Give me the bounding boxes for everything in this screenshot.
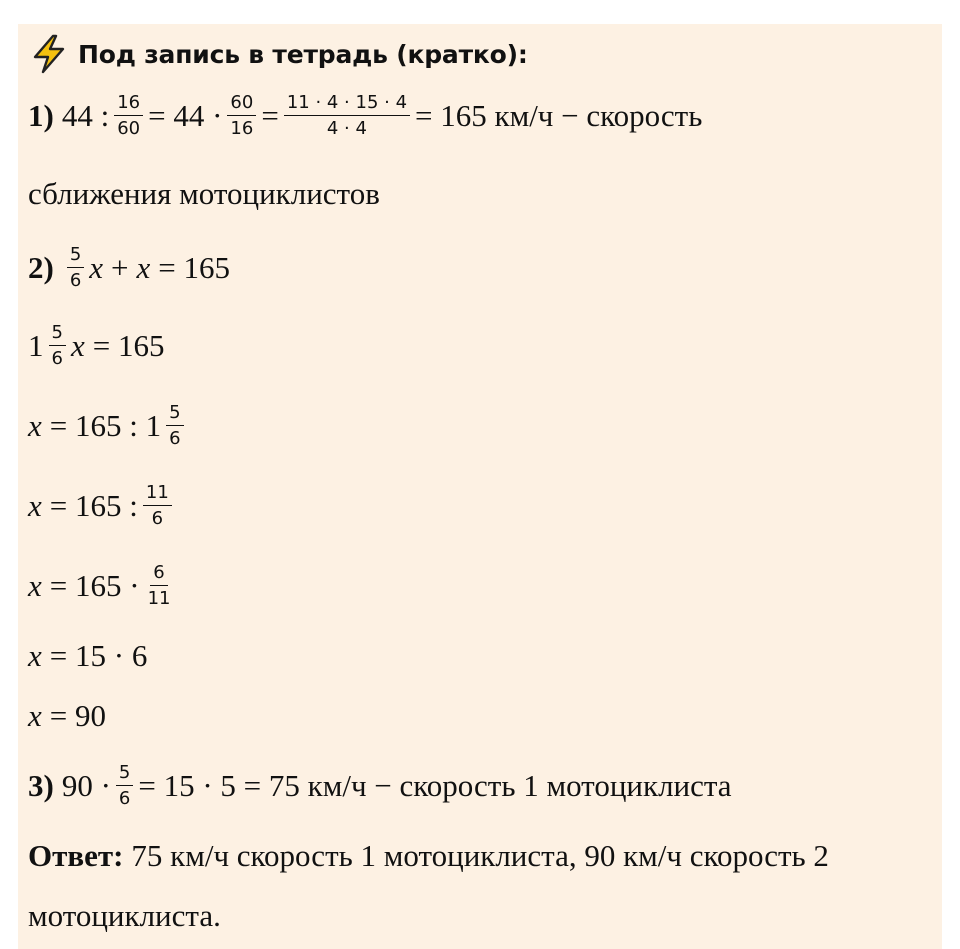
fraction-denominator: 6 [169, 428, 181, 449]
equation-line [28, 404, 189, 448]
variable: x [136, 250, 151, 285]
header [30, 32, 528, 76]
step-1-continuation [28, 176, 380, 212]
step-3-line [28, 764, 732, 808]
equation-line [28, 638, 147, 674]
fraction [114, 94, 143, 138]
whole-part: 1 [28, 328, 44, 363]
fraction [143, 484, 172, 528]
expr-text: = 165 [158, 250, 231, 285]
fraction-denominator: 6 [118, 788, 131, 809]
fraction-denominator: 11 [147, 588, 171, 609]
expr-text: = 44 · [148, 98, 223, 133]
solution-card [18, 24, 942, 949]
fraction-denominator: 6 [51, 348, 63, 369]
fraction [166, 404, 183, 448]
fraction-denominator: 16 [230, 118, 254, 139]
variable: x [70, 328, 85, 363]
step-number: 1) [28, 98, 54, 133]
fraction-denominator: 60 [117, 118, 141, 139]
page-title: Под запись в тетрадь (кратко): [78, 39, 528, 69]
fraction [49, 324, 66, 368]
fraction-numerator: 11 · 4 · 15 · 4 [284, 94, 410, 116]
fraction-numerator: 11 [143, 484, 172, 506]
answer-line [28, 838, 829, 874]
answer-text: мотоциклиста. [28, 898, 221, 933]
expr-text: = 90 [49, 698, 106, 733]
fraction-denominator: 6 [151, 508, 164, 529]
fraction-numerator: 5 [67, 246, 84, 268]
fraction [116, 764, 133, 808]
step-number: 2) [28, 250, 54, 285]
equation-line [28, 564, 178, 608]
expr-text: = 165 : [49, 488, 138, 523]
expr-text: = [261, 98, 279, 133]
fraction-denominator: 6 [69, 270, 82, 291]
equation-line [28, 484, 177, 528]
fraction [145, 564, 174, 608]
fraction-numerator: 16 [114, 94, 143, 116]
fraction-denominator: 4 · 4 [326, 118, 367, 139]
answer-label: Ответ: [28, 838, 124, 873]
fraction-numerator: 6 [150, 564, 167, 586]
answer-text: 75 км/ч скорость 1 мотоциклиста, 90 км/ч скорость 2 [131, 838, 829, 873]
equation-line [28, 698, 106, 734]
expr-text: = 165 : 1 [49, 408, 162, 443]
answer-continuation [28, 898, 221, 934]
variable: x [28, 568, 42, 603]
fraction-numerator: 5 [49, 324, 66, 346]
lightning-icon [30, 34, 68, 74]
expr-text: = 165 · [49, 568, 140, 603]
expr-text: = 15 · 5 = 75 км/ч − скорость 1 мотоциклиста [138, 768, 732, 803]
fraction [67, 246, 84, 290]
text-line: сближения мотоциклистов [28, 176, 380, 211]
variable: x [89, 250, 104, 285]
variable: x [28, 638, 42, 673]
variable: x [28, 488, 42, 523]
variable: x [28, 698, 42, 733]
fraction-numerator: 5 [166, 404, 183, 426]
step-2-line [28, 246, 230, 290]
step-number: 3) [28, 768, 54, 803]
equation-line [28, 324, 164, 368]
fraction-numerator: 60 [227, 94, 256, 116]
expr-text: 44 : [61, 98, 110, 133]
step-1-line [28, 94, 702, 138]
variable: x [28, 408, 42, 443]
expr-text: = 165 [92, 328, 165, 363]
expr-text: = 15 · 6 [49, 638, 148, 673]
plus-sign: + [111, 250, 129, 285]
expr-text: 90 · [61, 768, 111, 803]
fraction-numerator: 5 [116, 764, 133, 786]
fraction [284, 94, 410, 138]
fraction [227, 94, 256, 138]
expr-text: = 165 км/ч − скорость [415, 98, 703, 133]
